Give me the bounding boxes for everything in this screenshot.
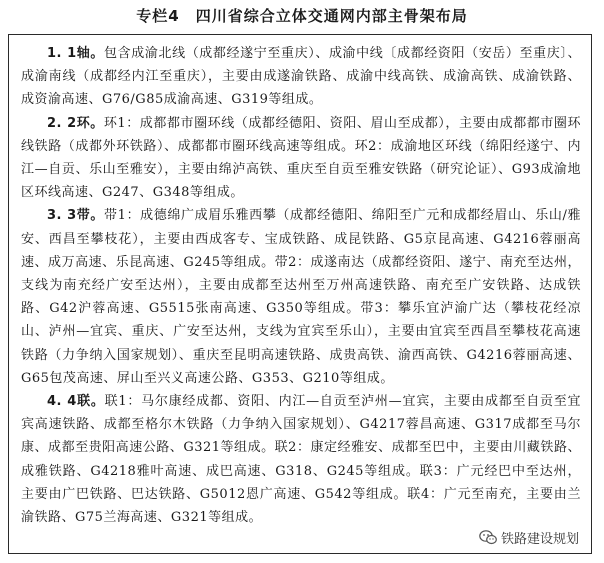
- paragraph-axis: [21, 42, 581, 112]
- content-box: [8, 34, 592, 554]
- paragraph-body: 包含成渝北线（成都经遂宁至重庆）、成渝中线〔成都经资阳（安岳）至重庆〕、成渝南线（成都经内江至重庆），主要由成遂渝铁路、成渝中线高铁、成渝高铁、成渝铁路、成资渝高速、G76/G85成渝高速、G319等组成。: [21, 46, 581, 108]
- column-title: [0, 4, 604, 28]
- paragraph-rings: [21, 112, 581, 205]
- paragraph-head: 4. 4联。: [47, 394, 105, 410]
- paragraph-links: [21, 390, 581, 529]
- column-number: 专栏4: [136, 7, 180, 25]
- column-heading: 四川省综合立体交通网内部主骨架布局: [195, 7, 468, 25]
- paragraph-body: 联1：马尔康经成都、资阳、内江—自贡至泸州—宜宾，主要由成都至自贡至宜宾高速铁路、成都至格尔木铁路（力争纳入国家规划）、G4217蓉昌高速、G317成都至马尔康、成都至贵阳高速公路、G321等组成。联2：康定经雅安、成都至巴中，主要由川藏铁路、成雅铁路、G4218雅叶高速、成巴高速、G318、G245等组成。联3：广元经巴中至达州，主要由广巴铁路、巴达铁路、G5012恩广高速、G542等组成。联4：广元至南充，主要由兰渝铁路、G75兰海高速、G321等组成。: [21, 394, 581, 526]
- paragraph-head: 3. 3带。: [47, 208, 105, 224]
- watermark: [475, 528, 581, 547]
- paragraph-head: 1. 1轴。: [47, 46, 105, 61]
- paragraph-belts: [21, 204, 581, 390]
- paragraph-head: 2. 2环。: [47, 115, 104, 131]
- wechat-icon: [479, 530, 497, 545]
- paragraph-body: 带1：成德绵广成眉乐雅西攀（成都经德阳、绵阳至广元和成都经眉山、乐山/雅安、西昌至攀枝花），主要由西成客专、宝成铁路、成昆铁路、G5京昆高速、G4216蓉丽高速、成万高速、乐昆高速、G245等组成。带2：成遂南达（成都经资阳、遂宁、南充至达州，支线为南充经广安至达州），主要由成都至达州至万州高速铁路、南充至广安铁路、达成铁路、G42沪蓉高速、G5515张南高速、G350等组成。带3：攀乐宜泸渝广达（攀枝花经凉山、泸州—宜宾、重庆、广安至达州，支线为宜宾至乐山），主要由宜宾至西昌至攀枝花高速铁路（力争纳入国家规划）、重庆至昆明高速铁路、成贵高铁、渝西高铁、G4216蓉丽高速、G65包茂高速、屏山至兴义高速公路、G353、G210等组成。: [21, 208, 581, 386]
- paragraph-body: 环1：成都都市圈环线（成都经德阳、资阳、眉山至成都），主要由成都都市圈环线铁路（成都外环铁路）、成都都市圈环线高速等组成。环2：成渝地区环线（绵阳经遂宁、内江—自贡、乐山至雅安），主要由绵泸高铁、重庆至自贡至雅安铁路（研究论证）、G93成渝地区环线高速、G247、G348等组成。: [21, 115, 581, 201]
- watermark-text: 铁路建设规划: [500, 532, 579, 547]
